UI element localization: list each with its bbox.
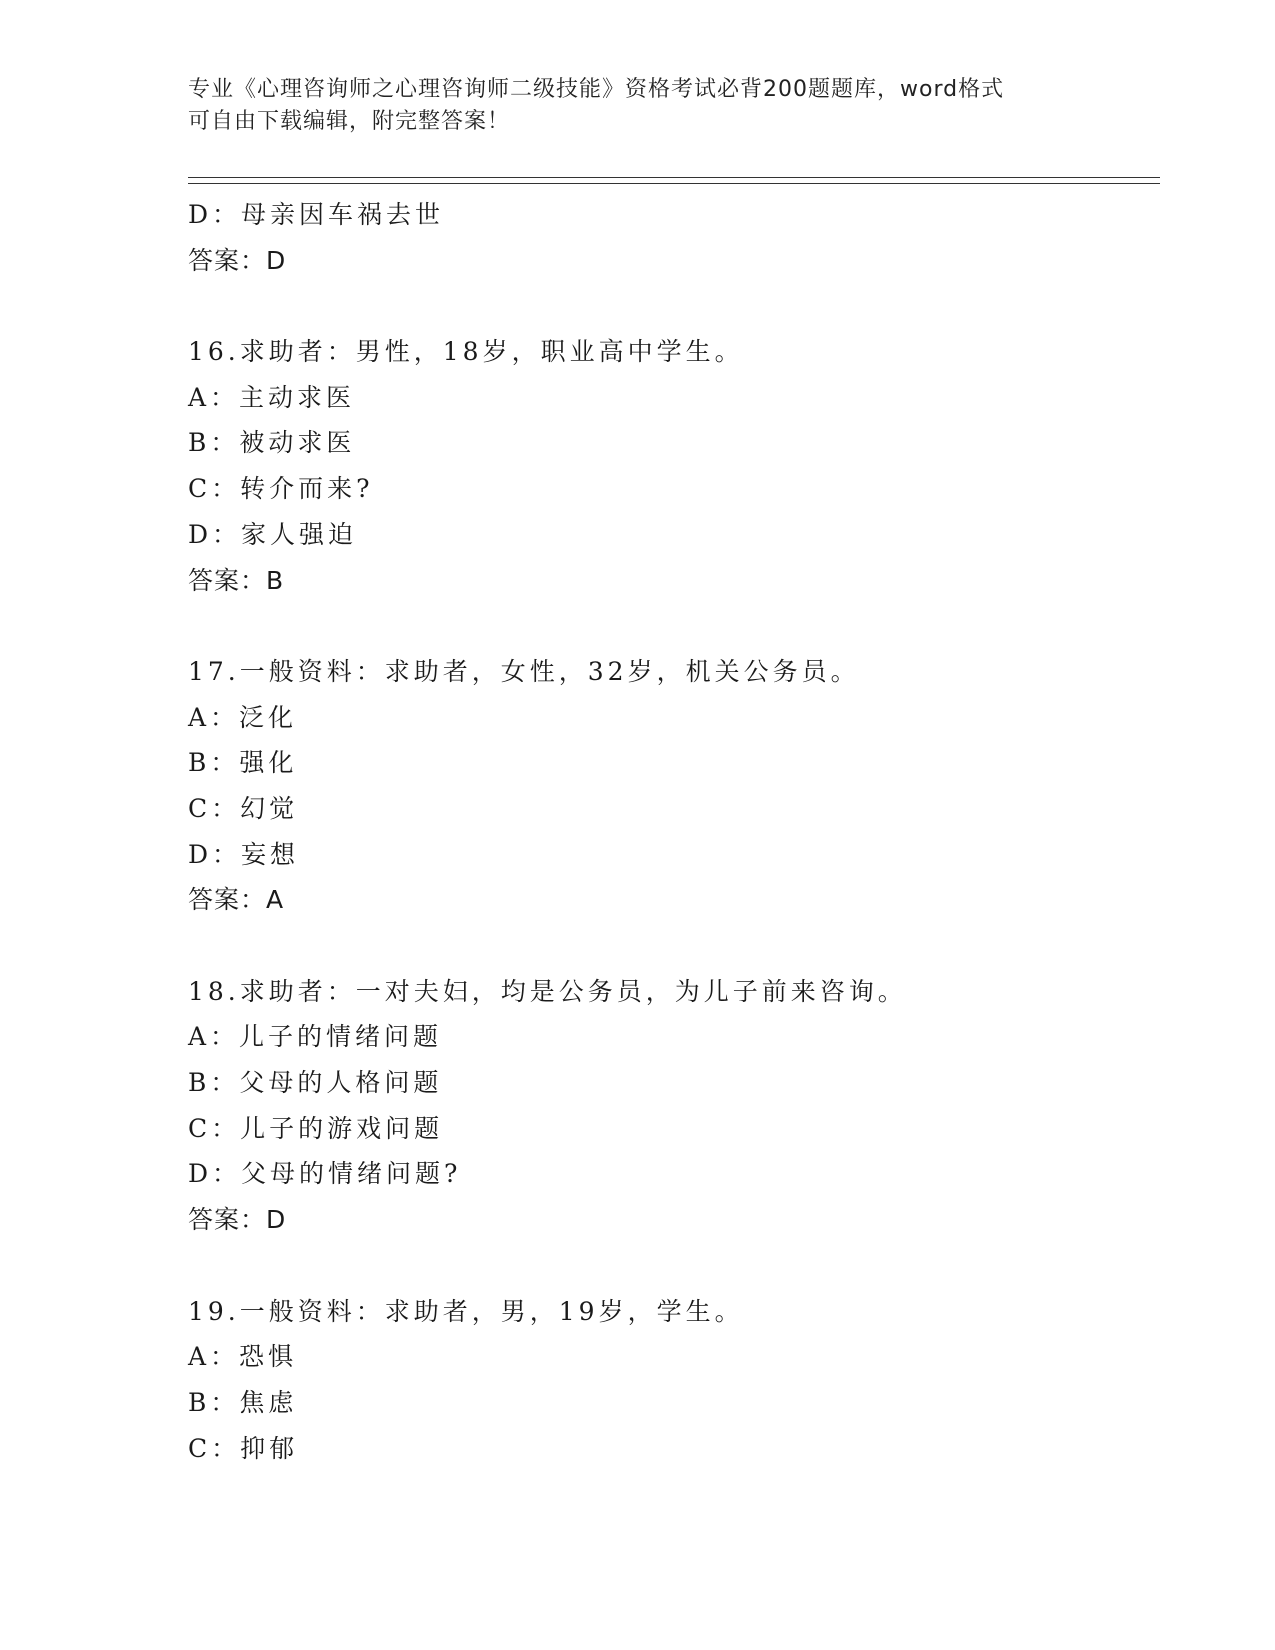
document-header	[188, 74, 1088, 138]
option-d: D：母亲因车祸去世	[188, 200, 445, 229]
question-17-answer: 答案：A	[188, 885, 285, 915]
question-16-stem: 16.求助者：男性，18岁，职业高中学生。	[188, 337, 744, 367]
question-18-option-c: C：儿子的游戏问题	[188, 1113, 444, 1143]
question-list	[188, 192, 1138, 1471]
question-16-answer: 答案：B	[188, 565, 285, 595]
spacer	[188, 1243, 1138, 1289]
question-16-option-b: B：被动求医	[188, 428, 356, 458]
question-18-option-d: D：父母的情绪问题?	[188, 1159, 462, 1189]
question-16-option-c: C：转介而来?	[188, 474, 374, 504]
spacer	[188, 603, 1138, 649]
spacer	[188, 283, 1138, 329]
question-18-answer: 答案：D	[188, 1205, 287, 1235]
question-19-option-a: A：恐惧	[188, 1342, 298, 1372]
spacer	[188, 923, 1138, 969]
header-line-1: 专业《心理咨询师之心理咨询师二级技能》资格考试必背200题题库，word格式	[188, 77, 1005, 102]
question-16-option-d: D：家人强迫	[188, 519, 358, 549]
question-17-stem: 17.一般资料：求助者，女性，32岁，机关公务员。	[188, 656, 860, 686]
question-19-option-c: C：抑郁	[188, 1433, 299, 1463]
header-divider-top	[188, 177, 1160, 178]
question-18-option-b: B：父母的人格问题	[188, 1068, 443, 1098]
question-17-option-b: B：强化	[188, 748, 298, 778]
header-divider-bottom	[188, 183, 1160, 184]
question-17-option-c: C：幻觉	[188, 793, 299, 823]
question-17-option-a: A：泛化	[188, 702, 298, 732]
header-line-2: 可自由下载编辑，附完整答案！	[188, 109, 511, 134]
question-18-option-a: A：儿子的情绪问题	[188, 1022, 443, 1052]
answer-line: 答案：D	[188, 245, 287, 275]
question-18-stem: 18.求助者：一对夫妇，均是公务员，为儿子前来咨询。	[188, 976, 907, 1006]
question-19-option-b: B：焦虑	[188, 1387, 298, 1417]
question-19-stem: 19.一般资料：求助者，男，19岁，学生。	[188, 1296, 744, 1326]
question-17-option-d: D：妄想	[188, 839, 300, 869]
question-16-option-a: A：主动求医	[188, 382, 356, 412]
